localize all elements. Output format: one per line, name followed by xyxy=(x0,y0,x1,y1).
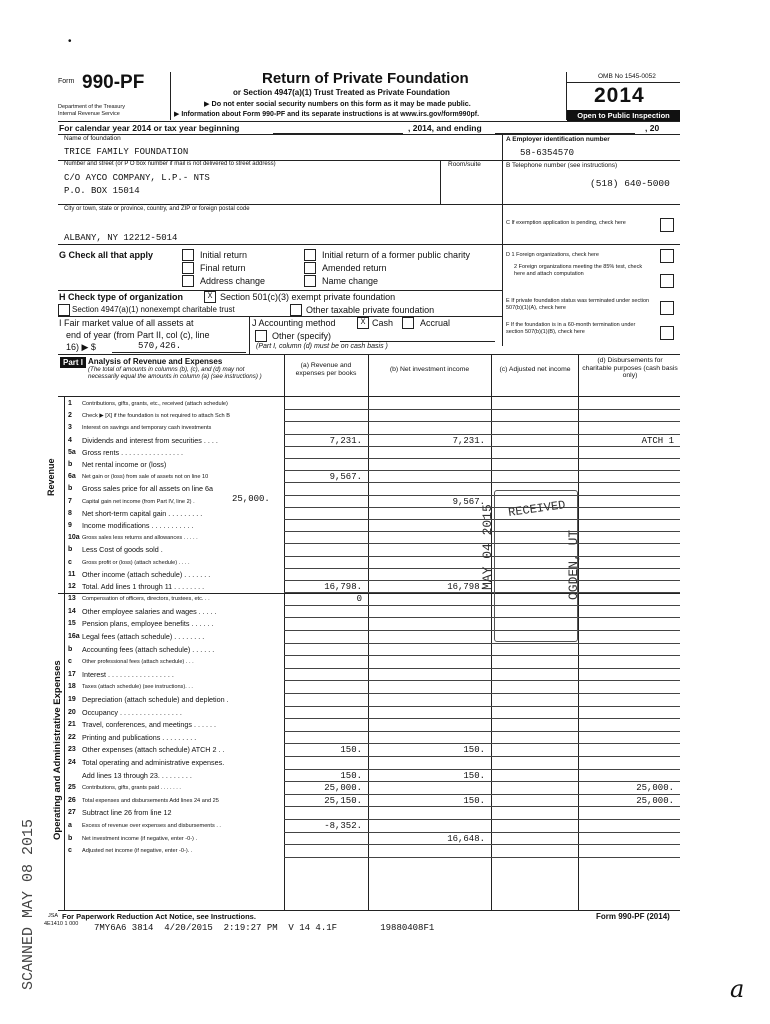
row-number: 10a xyxy=(68,534,80,542)
table-row xyxy=(64,544,680,556)
row-label: Interest . . . . . . . . . . . . . . . . . xyxy=(82,669,174,679)
table-row xyxy=(64,631,680,644)
row-label: Excess of revenue over expenses and disbursements . . xyxy=(82,823,221,829)
g-initial-return-label: Initial return xyxy=(200,250,248,260)
form-subtitle: or Section 4947(a)(1) Trust Treated as Private Foundation xyxy=(233,88,450,97)
d2-foreign-checkbox[interactable] xyxy=(660,274,674,288)
table-row xyxy=(64,398,680,410)
row-number: 23 xyxy=(68,746,76,754)
row-label: Other professional fees (attach schedule) . . . xyxy=(82,659,194,666)
foundation-name[interactable]: TRICE FAMILY FOUNDATION xyxy=(64,147,189,157)
cell-col-b[interactable]: 9,567. xyxy=(452,496,485,507)
h-label: H Check type of organization xyxy=(59,292,184,302)
cell-col-a[interactable]: 0 xyxy=(356,594,362,605)
form-number: 990-PF xyxy=(82,72,145,93)
table-row xyxy=(64,593,680,606)
d2-foreign-label: 2 Foreign organizations meeting the 85% test, check here and attach computation xyxy=(514,264,643,277)
d1-foreign-checkbox[interactable] xyxy=(660,249,674,263)
cell-col-b[interactable]: 16,798. xyxy=(447,582,485,592)
corner-handwritten-mark: a xyxy=(730,975,745,1003)
cell-col-b[interactable]: 150. xyxy=(463,795,485,806)
table-row xyxy=(64,732,680,745)
cell-col-b[interactable]: 150. xyxy=(463,770,485,781)
row-label: Net investment income (if negative, enter -0-) . xyxy=(82,835,198,842)
c-exemption-label: C If exemption application is pending, check here xyxy=(506,220,626,226)
gross-sales-6b-value[interactable]: 25,000. xyxy=(232,494,270,504)
row-number: 21 xyxy=(68,721,76,729)
j-other-label: Other (specify) xyxy=(272,331,332,341)
j-cash-checkbox[interactable]: X xyxy=(357,317,369,329)
row-number: a xyxy=(68,822,72,829)
ein-value[interactable]: 58-6354570 xyxy=(520,148,575,158)
row-label: Check ▶ [X] if the foundation is not required to attach Sch B xyxy=(82,413,230,420)
cell-col-a[interactable]: 150. xyxy=(340,745,362,756)
table-row xyxy=(64,770,680,783)
g-final-return-label: Final return xyxy=(200,263,246,273)
i-fmv-value[interactable]: 570,426. xyxy=(138,341,182,351)
table-row xyxy=(64,782,680,795)
g-label: G Check all that apply xyxy=(59,250,154,260)
cell-col-a[interactable]: 16,798. xyxy=(324,582,362,592)
row-label: Gross sales less returns and allowances . . . . . xyxy=(82,535,198,542)
scanned-side-stamp: SCANNED MAY 08 2015 xyxy=(20,818,37,990)
table-row xyxy=(64,508,680,520)
row-label: Income modifications . . . . . . . . . . . xyxy=(82,521,194,530)
h-4947-label: Section 4947(a)(1) nonexempt charitable trust xyxy=(72,305,235,314)
row-number: 4 xyxy=(68,436,72,444)
cell-col-d[interactable]: 25,000. xyxy=(636,783,674,794)
part-1-title: Analysis of Revenue and Expenses xyxy=(88,357,223,366)
row-number: b xyxy=(68,461,73,468)
g-address-change-checkbox[interactable] xyxy=(182,275,194,287)
row-label: Less Cost of goods sold . xyxy=(82,545,163,555)
d1-foreign-label: D 1 Foreign organizations, check here xyxy=(506,252,599,258)
row-number: 12 xyxy=(68,583,76,590)
j-label: J Accounting method xyxy=(252,318,336,328)
name-label: Name of foundation xyxy=(64,135,121,142)
table-row xyxy=(64,618,680,631)
j-cash-label: Cash xyxy=(372,318,394,328)
h-4947-checkbox[interactable] xyxy=(58,304,70,316)
open-inspection-badge: Open to Public Inspection xyxy=(567,110,680,121)
address-line-2[interactable]: P.O. BOX 15014 xyxy=(64,186,140,196)
table-row xyxy=(64,719,680,732)
row-number: 11 xyxy=(68,570,76,578)
jsa-code: 4E1410 1 000 xyxy=(44,921,79,927)
cell-col-a[interactable]: 9,567. xyxy=(329,472,362,483)
e-terminated-checkbox[interactable] xyxy=(660,301,674,315)
room-suite-label: Room/suite xyxy=(448,161,481,168)
paperwork-notice: For Paperwork Reduction Act Notice, see Instructions. xyxy=(62,912,256,921)
row-label: Interest on savings and temporary cash investments xyxy=(82,425,212,432)
row-number: 17 xyxy=(68,670,76,678)
row-number: 19 xyxy=(68,696,76,703)
row-label: Contributions, gifts, grants paid . . . . . . . xyxy=(82,785,181,792)
cell-col-b[interactable]: 7,231. xyxy=(452,435,485,446)
tax-year: 2014 xyxy=(594,84,645,107)
cell-col-d[interactable]: 25,000. xyxy=(636,795,674,806)
table-row xyxy=(64,471,680,483)
row-number: 1 xyxy=(68,400,72,407)
table-row xyxy=(64,557,680,569)
calendar-year-line: For calendar year 2014 or tax year beginning xyxy=(59,123,240,133)
row-label: Add lines 13 through 23. . . . . . . . . xyxy=(82,770,192,780)
row-number: 18 xyxy=(68,683,76,691)
h-other-taxable-checkbox[interactable] xyxy=(290,304,302,316)
table-row xyxy=(64,744,680,757)
j-accrual-label: Accrual xyxy=(420,318,451,328)
row-number: b xyxy=(68,834,73,842)
g-former-charity-label: Initial return of a former public charity xyxy=(322,250,471,260)
row-label: Net rental income or (loss) xyxy=(82,460,167,469)
row-number: 2 xyxy=(68,412,72,420)
ein-label: A Employer identification number xyxy=(506,136,610,143)
dept-line-2: Internal Revenue Service xyxy=(58,111,120,117)
row-number: 27 xyxy=(68,809,76,817)
info-notice: ▶ Information about Form 990-PF and its separate instructions is at www.irs.gov/form990pf. xyxy=(174,111,480,118)
i-fmv-line-2: end of year (from Part II, col (c), line xyxy=(66,330,210,340)
phone-value[interactable]: (518) 640-5000 xyxy=(590,178,670,189)
row-number: 6a xyxy=(68,473,76,481)
row-label: Adjusted net income (if negative, enter -0-). . xyxy=(82,848,193,855)
g-final-return-checkbox[interactable] xyxy=(182,262,194,274)
c-exemption-checkbox[interactable] xyxy=(660,218,674,232)
h-501c3-checkbox[interactable]: X xyxy=(204,291,216,303)
table-row xyxy=(64,694,680,707)
city-value[interactable]: ALBANY, NY 12212-5014 xyxy=(64,233,178,243)
table-row xyxy=(64,422,680,434)
stray-mark: • xyxy=(68,36,72,47)
cell-col-a[interactable]: 7,231. xyxy=(329,435,362,446)
row-label: Legal fees (attach schedule) . . . . . . . . xyxy=(82,632,205,641)
i-fmv-line-3: 16) ▶ $ xyxy=(66,342,96,352)
row-number: 22 xyxy=(68,733,76,741)
g-amended-return-checkbox[interactable] xyxy=(304,262,316,274)
row-label: Travel, conferences, and meetings . . . . . . xyxy=(82,720,216,730)
h-501c3-label: Section 501(c)(3) exempt private foundation xyxy=(220,292,396,302)
row-number: 14 xyxy=(68,607,76,615)
g-amended-return-label: Amended return xyxy=(322,263,387,273)
cell-col-b[interactable]: 150. xyxy=(463,745,485,756)
dept-line-1: Department of the Treasury xyxy=(58,104,125,110)
table-row xyxy=(64,807,680,820)
print-line: 7MY6A6 3814 4/20/2015 2:19:27 PM V 14 4.1F 19880408F1 xyxy=(94,923,435,933)
g-address-change-label: Address change xyxy=(200,276,266,286)
table-row xyxy=(64,435,680,447)
table-row xyxy=(64,520,680,532)
row-number: c xyxy=(68,658,72,666)
g-name-change-checkbox[interactable] xyxy=(304,275,316,287)
table-row xyxy=(64,833,680,846)
part-1-tag: Part I xyxy=(60,357,86,368)
address-label: Number and street (or P O box number if mail is not delivered to street address) xyxy=(64,161,276,167)
table-row xyxy=(64,707,680,720)
row-label: Occupancy . . . . . . . . . . . . . . . . xyxy=(82,707,182,717)
row-label: Gross sales price for all assets on line 6a xyxy=(82,484,214,494)
row-number: c xyxy=(68,847,72,855)
table-row xyxy=(64,606,680,619)
row-label: Other employee salaries and wages . . . . . xyxy=(82,606,217,616)
row-number: b xyxy=(68,645,73,653)
table-row xyxy=(64,845,680,858)
row-label: Gross rents . . . . . . . . . . . . . . . . xyxy=(82,447,184,457)
cell-col-a[interactable]: 25,000. xyxy=(324,783,362,794)
row-label: Dividends and interest from securities . . . . xyxy=(82,435,218,445)
ogden-stamp: OGDEN, UT xyxy=(566,529,581,600)
col-d-header: (d) Disbursements for charitable purposes (cash basis only) xyxy=(582,357,678,379)
table-row xyxy=(64,459,680,471)
row-number: 25 xyxy=(68,784,76,792)
col-a-header: (a) Revenue and expenses per books xyxy=(295,362,357,377)
form-reference: Form 990-PF (2014) xyxy=(596,912,670,921)
row-label: Net gain or (loss) from sale of assets not on line 10 xyxy=(82,474,209,481)
row-label: Contributions, gifts, grants, etc., received (attach schedule) xyxy=(82,401,228,407)
row-number: 15 xyxy=(68,620,76,628)
form-title: Return of Private Foundation xyxy=(262,70,469,87)
cell-col-a[interactable]: 150. xyxy=(340,770,362,781)
row-number: 7 xyxy=(68,497,72,505)
row-number: 20 xyxy=(68,708,76,716)
phone-label: B Telephone number (see instructions) xyxy=(506,162,618,169)
row-number: 26 xyxy=(68,796,76,804)
row-label: Accounting fees (attach schedule) . . . . . . xyxy=(82,644,215,654)
col-b-header: (b) Net investment income xyxy=(389,366,470,373)
h-other-taxable-label: Other taxable private foundation xyxy=(306,305,435,315)
row-label: Subtract line 26 from line 12 xyxy=(82,808,172,818)
e-terminated-label: E If private foundation status was terminated under section 507(b)(1)(A), check here xyxy=(506,298,650,311)
row-label: Taxes (attach schedule) (see instructions). . . xyxy=(82,684,193,691)
g-former-charity-checkbox[interactable] xyxy=(304,249,316,261)
part-1-note: (The total of amounts in columns (b), (c), and (d) may not necessarily equal the amounts in column (a) (see instructions) ) xyxy=(88,366,262,380)
g-name-change-label: Name change xyxy=(322,276,379,286)
row-label: Total operating and administrative expenses. xyxy=(82,758,225,767)
table-row xyxy=(64,820,680,833)
f-60-month-checkbox[interactable] xyxy=(660,326,674,340)
row-number: b xyxy=(68,485,73,493)
cell-col-d[interactable]: ATCH 1 xyxy=(641,435,674,446)
row-label: Gross profit or (loss) (attach schedule) . . . . xyxy=(82,559,190,566)
table-row xyxy=(64,757,680,770)
g-initial-return-checkbox[interactable] xyxy=(182,249,194,261)
j-other-checkbox[interactable] xyxy=(255,330,267,342)
omb-number: OMB No 1545-0052 xyxy=(598,73,656,80)
row-number: 24 xyxy=(68,759,76,766)
f-60-month-label: F If the foundation is in a 60-month termination under section 507(b)(1)(B), check here xyxy=(506,322,636,335)
row-number: 16a xyxy=(68,633,80,640)
row-label: Depreciation (attach schedule) and depletion . xyxy=(82,695,229,704)
table-row xyxy=(64,581,680,593)
revenue-side-label: Revenue xyxy=(46,458,56,496)
row-label: Net short-term capital gain . . . . . . . . . xyxy=(82,508,203,518)
received-stamp-date: MAY 04 2015 xyxy=(480,504,495,590)
cell-col-b[interactable]: 16,648. xyxy=(447,833,485,844)
received-stamp-label: RECEIVED xyxy=(507,498,567,520)
j-accrual-checkbox[interactable] xyxy=(402,317,414,329)
i-fmv-line-1: I Fair market value of all assets at xyxy=(59,318,194,328)
row-number: b xyxy=(68,546,73,554)
row-label: Printing and publications . . . . . . . . . xyxy=(82,732,197,742)
table-row xyxy=(64,644,680,657)
jsa-label: JSA xyxy=(48,913,59,919)
row-label: Capital gain net income (from Part IV, line 2) . xyxy=(82,498,195,505)
row-label: Pension plans, employee benefits . . . . . . xyxy=(82,619,214,629)
col-c-header: (c) Adjusted net income xyxy=(499,366,571,373)
cell-col-a[interactable]: 25,150. xyxy=(324,795,362,806)
calendar-year-end: , 20 xyxy=(645,123,660,133)
table-row xyxy=(64,483,680,495)
row-number: 8 xyxy=(68,509,72,517)
form-prefix: Form xyxy=(58,78,75,85)
row-label: Other income (attach schedule) . . . . . . . xyxy=(82,569,211,579)
calendar-year-mid: , 2014, and ending xyxy=(408,123,482,133)
row-number: 13 xyxy=(68,595,76,603)
table-row xyxy=(64,669,680,682)
row-label: Compensation of officers, directors, trustees, etc. . . xyxy=(82,596,210,603)
table-row xyxy=(64,795,680,808)
address-line-1[interactable]: C/O AYCO COMPANY, L.P.- NTS xyxy=(64,173,210,183)
table-row xyxy=(64,496,680,508)
table-row xyxy=(64,410,680,422)
cell-col-a[interactable]: -8,352. xyxy=(324,821,362,831)
row-number: 5a xyxy=(68,448,76,456)
row-label: Total. Add lines 1 through 11 . . . . . . . . xyxy=(82,582,205,591)
row-number: 9 xyxy=(68,522,72,529)
j-cash-basis-note: (Part I, column (d) must be on cash basis ) xyxy=(256,343,388,350)
table-row xyxy=(64,447,680,459)
table-row xyxy=(64,532,680,544)
ssn-notice: ▶ Do not enter social security numbers on this form as it may be made public. xyxy=(204,99,471,108)
row-label: Total expenses and disbursements Add lines 24 and 25 xyxy=(82,797,219,804)
section-divider xyxy=(58,593,680,594)
table-row xyxy=(64,656,680,669)
row-number: 3 xyxy=(68,424,72,432)
row-number: c xyxy=(68,558,72,566)
expenses-side-label: Operating and Administrative Expenses xyxy=(52,660,63,840)
table-row xyxy=(64,569,680,581)
row-rule xyxy=(284,857,680,858)
city-label: City or town, state or province, country, and ZIP or foreign postal code xyxy=(64,206,250,212)
row-label: Other expenses (attach schedule) ATCH 2 . . xyxy=(82,745,225,755)
table-row xyxy=(64,681,680,694)
